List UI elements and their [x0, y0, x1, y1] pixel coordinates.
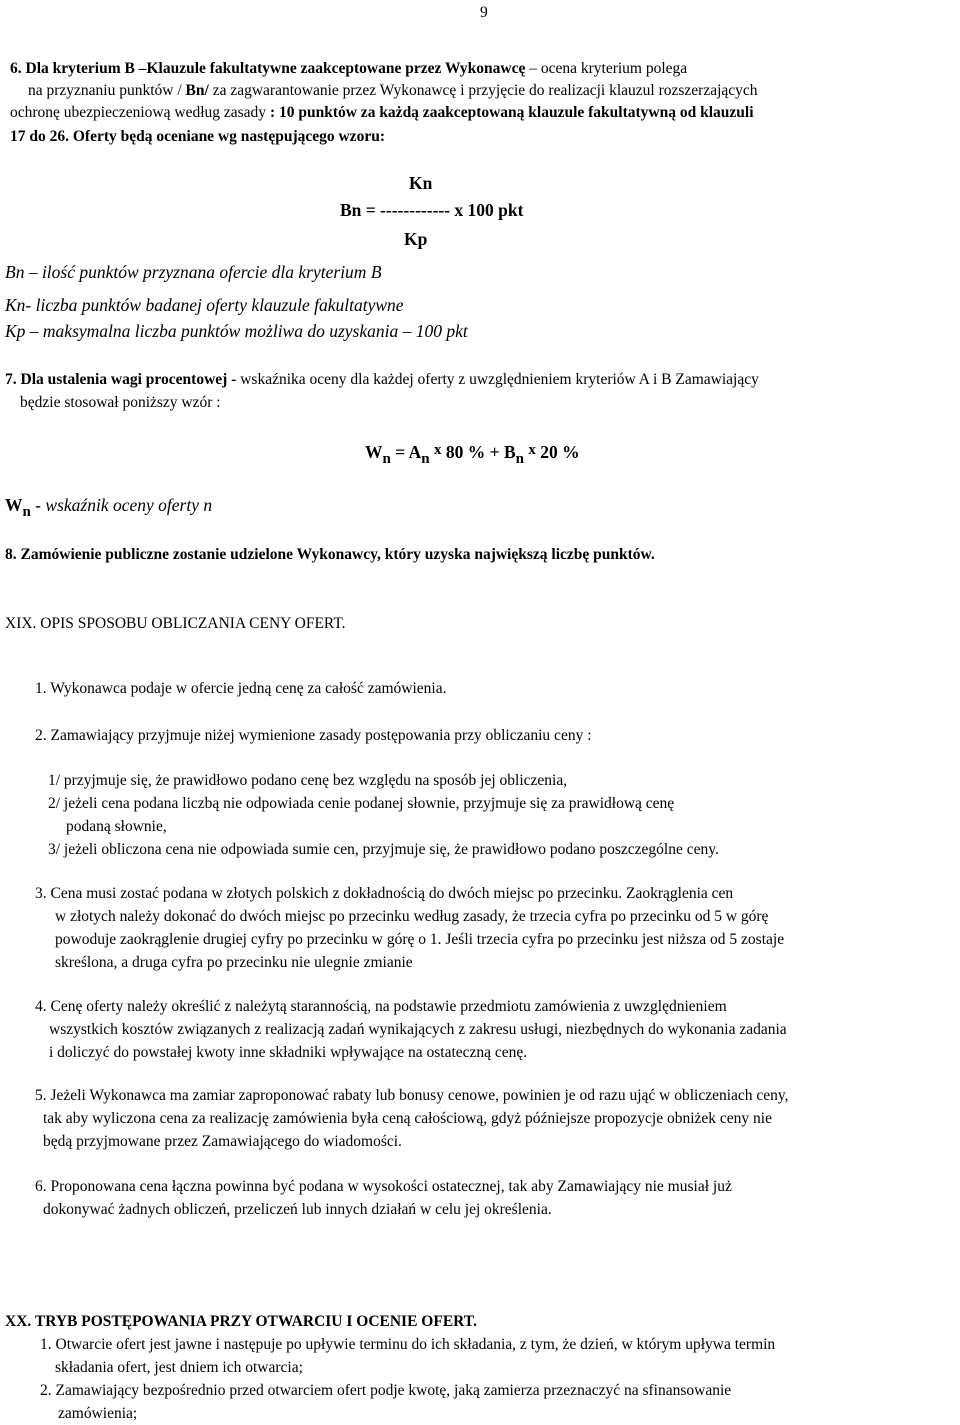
xx-point-1-line-2: składania ofert, jest dniem ich otwarcia; — [55, 1359, 303, 1376]
section-xx-title: XX. TRYB POSTĘPOWANIA PRZY OTWARCIU I OCENIE OFERT. — [5, 1313, 477, 1330]
formula-w — [365, 441, 580, 465]
legend-kp: Kp – maksymalna liczba punktów możliwa do uzyskania – 100 pkt — [5, 321, 468, 341]
xx-point-1-line-1: 1. Otwarcie ofert jest jawne i następuje po upływie terminu do ich składania, z tym, że dzień, w którym upływa termin — [40, 1336, 776, 1353]
xix-point-5-line-1: 5. Jeżeli Wykonawca ma zamiar zaproponować rabaty lub bonusy cenowe, powinien je od razu ująć w obliczeniach ceny, — [35, 1087, 789, 1104]
xix-point-3-line-4: skreślona, a druga cyfra po przecinku nie ulegnie zmianie — [55, 954, 413, 971]
xx-point-2-line-2: zamówienia; — [58, 1405, 138, 1422]
formula-b: Bn = ------------ x 100 pkt — [340, 200, 524, 220]
section-6-text: na przyznaniu punktów / — [28, 82, 186, 99]
xix-point-6-line-2: dokonywać żadnych obliczeń, przeliczeń lub innych działań w celu jej określenia. — [43, 1201, 552, 1218]
xix-2-item-2-cont: podaną słownie, — [66, 818, 167, 835]
xix-2-item-1: 1/ przyjmuje się, że prawidłowo podano cenę bez względu na sposób jej obliczenia, — [48, 772, 568, 789]
xix-point-3-line-1: 3. Cena musi zostać podana w złotych polskich z dokładnością do dwóch miejsc po przecinku. Zaokrąglenia cen — [35, 885, 734, 902]
page-number: 9 — [480, 4, 488, 21]
xix-point-4-line-2: wszystkich kosztów związanych z realizacją zadań wynikających z zakresu usługi, niezbędnych do wykonania zadania — [49, 1021, 787, 1038]
section-6-line-4: 17 do 26. Oferty będą oceniane wg następującego wzoru: — [10, 128, 385, 145]
xix-point-3-line-3: powoduje zaokrąglenie drugiej cyfry po przecinku w górę o 1. Jeśli trzecia cyfra po przecinku jest niższa od 5 zostaje — [55, 931, 785, 948]
formula-w-symbol: W — [365, 442, 383, 462]
legend-w-symbol: W — [5, 495, 23, 515]
xx-point-2-line-1: 2. Zamawiający bezpośrednio przed otwarciem ofert podje kwotę, jaką zamierza przeznaczyć na sfinansowanie — [40, 1382, 732, 1399]
xix-2-item-2: 2/ jeżeli cena podana liczbą nie odpowiada cenie podanej słownie, przyjmuje się za prawidłową cenę — [48, 795, 675, 812]
xix-2-item-3: 3/ jeżeli obliczona cena nie odpowiada sumie cen, przyjmuje się, że prawidłowo podano poszczególne ceny. — [48, 841, 719, 858]
legend-w-subscript: n — [22, 504, 31, 520]
legend-bn: Bn – ilość punktów przyznana ofercie dla kryterium B — [5, 262, 382, 282]
xix-point-3-line-2: w złotych należy dokonać do dwóch miejsc po przecinku według zasady, że trzecia cyfra po przecinku od 5 w górę — [55, 908, 769, 925]
section-6-line-1 — [10, 58, 687, 80]
section-7-text: wskaźnika oceny dla każdej oferty z uwzględnieniem kryteriów A i B Zamawiający — [240, 371, 759, 388]
formula-w-text: 80 % + B — [441, 442, 516, 462]
section-6-text: za zagwarantowanie przez Wykonawcę i przyjęcie do realizacji klauzul rozszerzających — [208, 82, 758, 99]
section-6-line-2 — [28, 80, 758, 102]
section-7-line-1 — [5, 369, 759, 391]
xix-point-6-line-1: 6. Proponowana cena łączna powinna być podana w wysokości ostatecznej, tak aby Zamawiający nie musiał już — [35, 1178, 732, 1195]
section-6-rule: : 10 punktów za każdą zaakceptowaną klauzule fakultatywną od klauzuli — [269, 104, 754, 121]
xix-point-2: 2. Zamawiający przyjmuje niżej wymienione zasady postępowania przy obliczaniu ceny : — [35, 727, 592, 744]
section-7-heading: 7. Dla ustalenia wagi procentowej - — [5, 371, 241, 388]
section-6-line-3 — [10, 102, 754, 124]
legend-w-text: - wskaźnik oceny oferty n — [30, 495, 213, 515]
xix-point-4-line-3: i doliczyć do powstałej kwoty inne składniki wpływające na ostateczną cenę. — [49, 1044, 528, 1061]
section-8: 8. Zamówienie publiczne zostanie udzielone Wykonawcy, który uzyska największą liczbę punktów. — [5, 546, 655, 563]
section-6-bn: Bn/ — [185, 82, 209, 99]
section-6-heading-rest: – ocena kryterium polega — [525, 60, 688, 77]
section-6-number: 6. — [10, 60, 22, 77]
formula-w-subscript: n — [382, 451, 391, 467]
section-6-heading: Dla kryterium B –Klauzule fakultatywne zaakceptowane przez Wykonawcę — [25, 60, 526, 77]
xix-point-4-line-1: 4. Cenę oferty należy określić z należytą starannością, na podstawie przedmiotu zamówienia z uwzględnieniem — [35, 998, 727, 1015]
section-7-line-2: będzie stosował poniższy wzór : — [20, 394, 221, 411]
section-6-text: ochronę ubezpieczeniową według zasady — [10, 104, 270, 121]
formula-w-subscript: n — [421, 451, 430, 467]
formula-w-text: = A — [390, 442, 422, 462]
section-xix-title: XIX. OPIS SPOSOBU OBLICZANIA CENY OFERT. — [5, 615, 346, 632]
formula-w-subscript: n — [515, 451, 524, 467]
xix-point-1: 1. Wykonawca podaje w ofercie jedną cenę za całość zamówienia. — [35, 680, 447, 697]
xix-point-5-line-2: tak aby wyliczona cena za realizację zamówienia była ceną całościową, gdyż późniejsze propozycje obniżek ceny nie — [43, 1110, 772, 1127]
formula-w-times: x — [433, 442, 442, 458]
legend-kn: Kn- liczba punktów badanej oferty klauzule fakultatywne — [5, 295, 404, 315]
formula-w-text: 20 % — [535, 442, 580, 462]
xix-point-5-line-3: będą przyjmowane przez Zamawiającego do wiadomości. — [43, 1133, 402, 1150]
formula-b-numerator: Kn — [409, 173, 433, 193]
formula-w-times: x — [528, 442, 536, 458]
formula-b-denominator: Kp — [404, 229, 428, 249]
legend-wn — [5, 494, 212, 518]
